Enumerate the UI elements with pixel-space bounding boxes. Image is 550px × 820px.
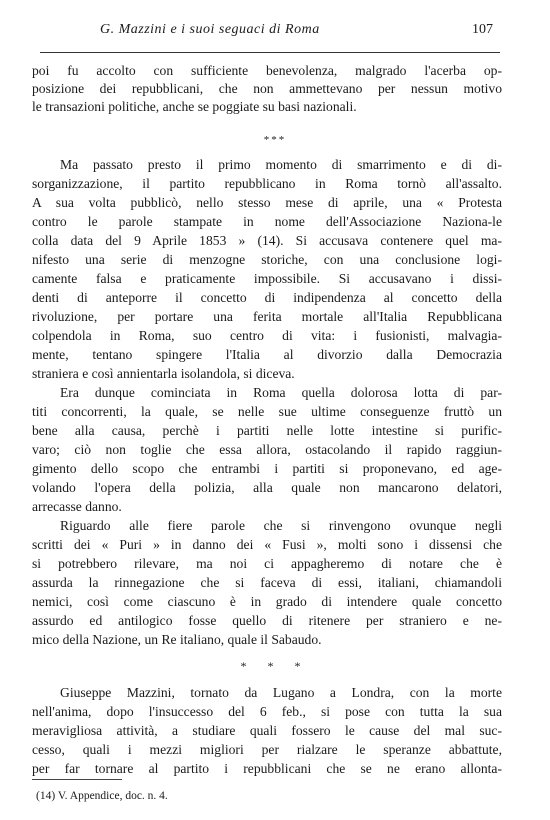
footnote: (14) V. Appendice, doc. n. 4. <box>36 790 168 802</box>
text-line: colla data del 9 Aprile 1853 » (14). Si accusava contenere quel ma- <box>32 233 502 248</box>
text-line: assurdo ed antilogico fosse quello di ritenere per straniero e ne- <box>32 613 502 628</box>
text-line: Era dunque cominciata in Roma quella dolorosa lotta di par- <box>60 385 502 400</box>
page-number: 107 <box>472 22 493 37</box>
text-line: nemici, così come ciascuno è in grado di intendere quale concetto <box>32 594 502 609</box>
footnote-rule <box>32 779 122 780</box>
text-line: si potrebbero rilevare, ma noi ci appagheremo di notare che è <box>32 556 502 571</box>
text-line: mico della Nazione, un Re italiano, quale il Sabaudo. <box>32 632 322 647</box>
text-line: colpendola in Roma, suo centro di vita: i fusionisti, malvagia- <box>32 328 502 343</box>
text-line: titi concorrenti, la quale, se nelle sue ultime conseguenze fruttò un <box>32 404 502 419</box>
text-line: poi fu accolto con sufficiente benevolenza, malgrado l'acerba op- <box>32 63 502 78</box>
text-line: arrecasse danno. <box>32 499 122 514</box>
section-separator: * * * <box>240 659 310 673</box>
text-line: nifesto una serie di menzogne storiche, con una conclusione logi- <box>32 252 502 267</box>
text-line: varo; ciò non toglie che essa allora, ostacolando il rapido raggiun- <box>32 442 502 457</box>
text-line: assurda la rinnegazione che si faceva di essi, italiani, chiamandoli <box>32 575 502 590</box>
text-line: posizione dei repubblicani, che non ammettevano per nessun motivo <box>32 81 502 96</box>
text-line: nell'anima, dopo l'insuccesso del 6 feb., si pose con tutta la sua <box>32 704 502 719</box>
text-line: meravigliosa attività, a studiare quali fossero le cause del mal suc- <box>32 723 502 738</box>
text-line: cesso, quali i mezzi migliori per rialzare le speranze abbattute, <box>32 742 502 757</box>
section-separator: *** <box>263 134 287 146</box>
text-line: per far tornare al partito i repubblicani che se ne erano allonta- <box>32 761 502 776</box>
text-line: Giuseppe Mazzini, tornato da Lugano a Londra, con la morte <box>60 685 502 700</box>
text-line: mente, tentano spingere l'Italia al divorzio dalla Democrazia <box>32 347 502 362</box>
text-line: bene alla causa, perchè i partiti nelle lotte intestine si purific- <box>32 423 502 438</box>
text-line: Ma passato presto il primo momento di smarrimento e di di- <box>60 157 502 172</box>
text-line: denti di anteporre il concetto di indipendenza al concetto della <box>32 290 502 305</box>
text-line: le transazioni politiche, anche se poggiate su basi nazionali. <box>32 99 357 114</box>
text-line: A sua volta pubblicò, nello stesso mese di aprile, una « Protesta <box>32 195 502 210</box>
text-line: straniera e così annientarla isolandola, si diceva. <box>32 366 295 381</box>
text-line: Riguardo alle fiere parole che si rinvengono ovunque negli <box>60 518 502 533</box>
text-line: sorganizzazione, il partito repubblicano in Roma tornò all'assalto. <box>32 176 502 191</box>
text-line: rivoluzione, per portare una ferita mortale all'Italia Repubblicana <box>32 309 502 324</box>
text-line: scritti dei « Puri » in danno dei « Fusi », molti sono i dissensi che <box>32 537 502 552</box>
text-line: camente falsa e praticamente impossibile. Si accusavano i dissi- <box>32 271 502 286</box>
text-line: gimento dello scopo che entrambi i partiti si proponevano, ed age- <box>32 461 502 476</box>
header-rule <box>40 52 500 53</box>
text-line: contro le parole stampate in nome dell'Associazione Naziona-le <box>32 214 502 229</box>
text-line: volando l'opera della polizia, alla quale non mancarono delatori, <box>32 480 502 495</box>
running-title: G. Mazzini e i suoi seguaci di Roma <box>100 22 320 37</box>
